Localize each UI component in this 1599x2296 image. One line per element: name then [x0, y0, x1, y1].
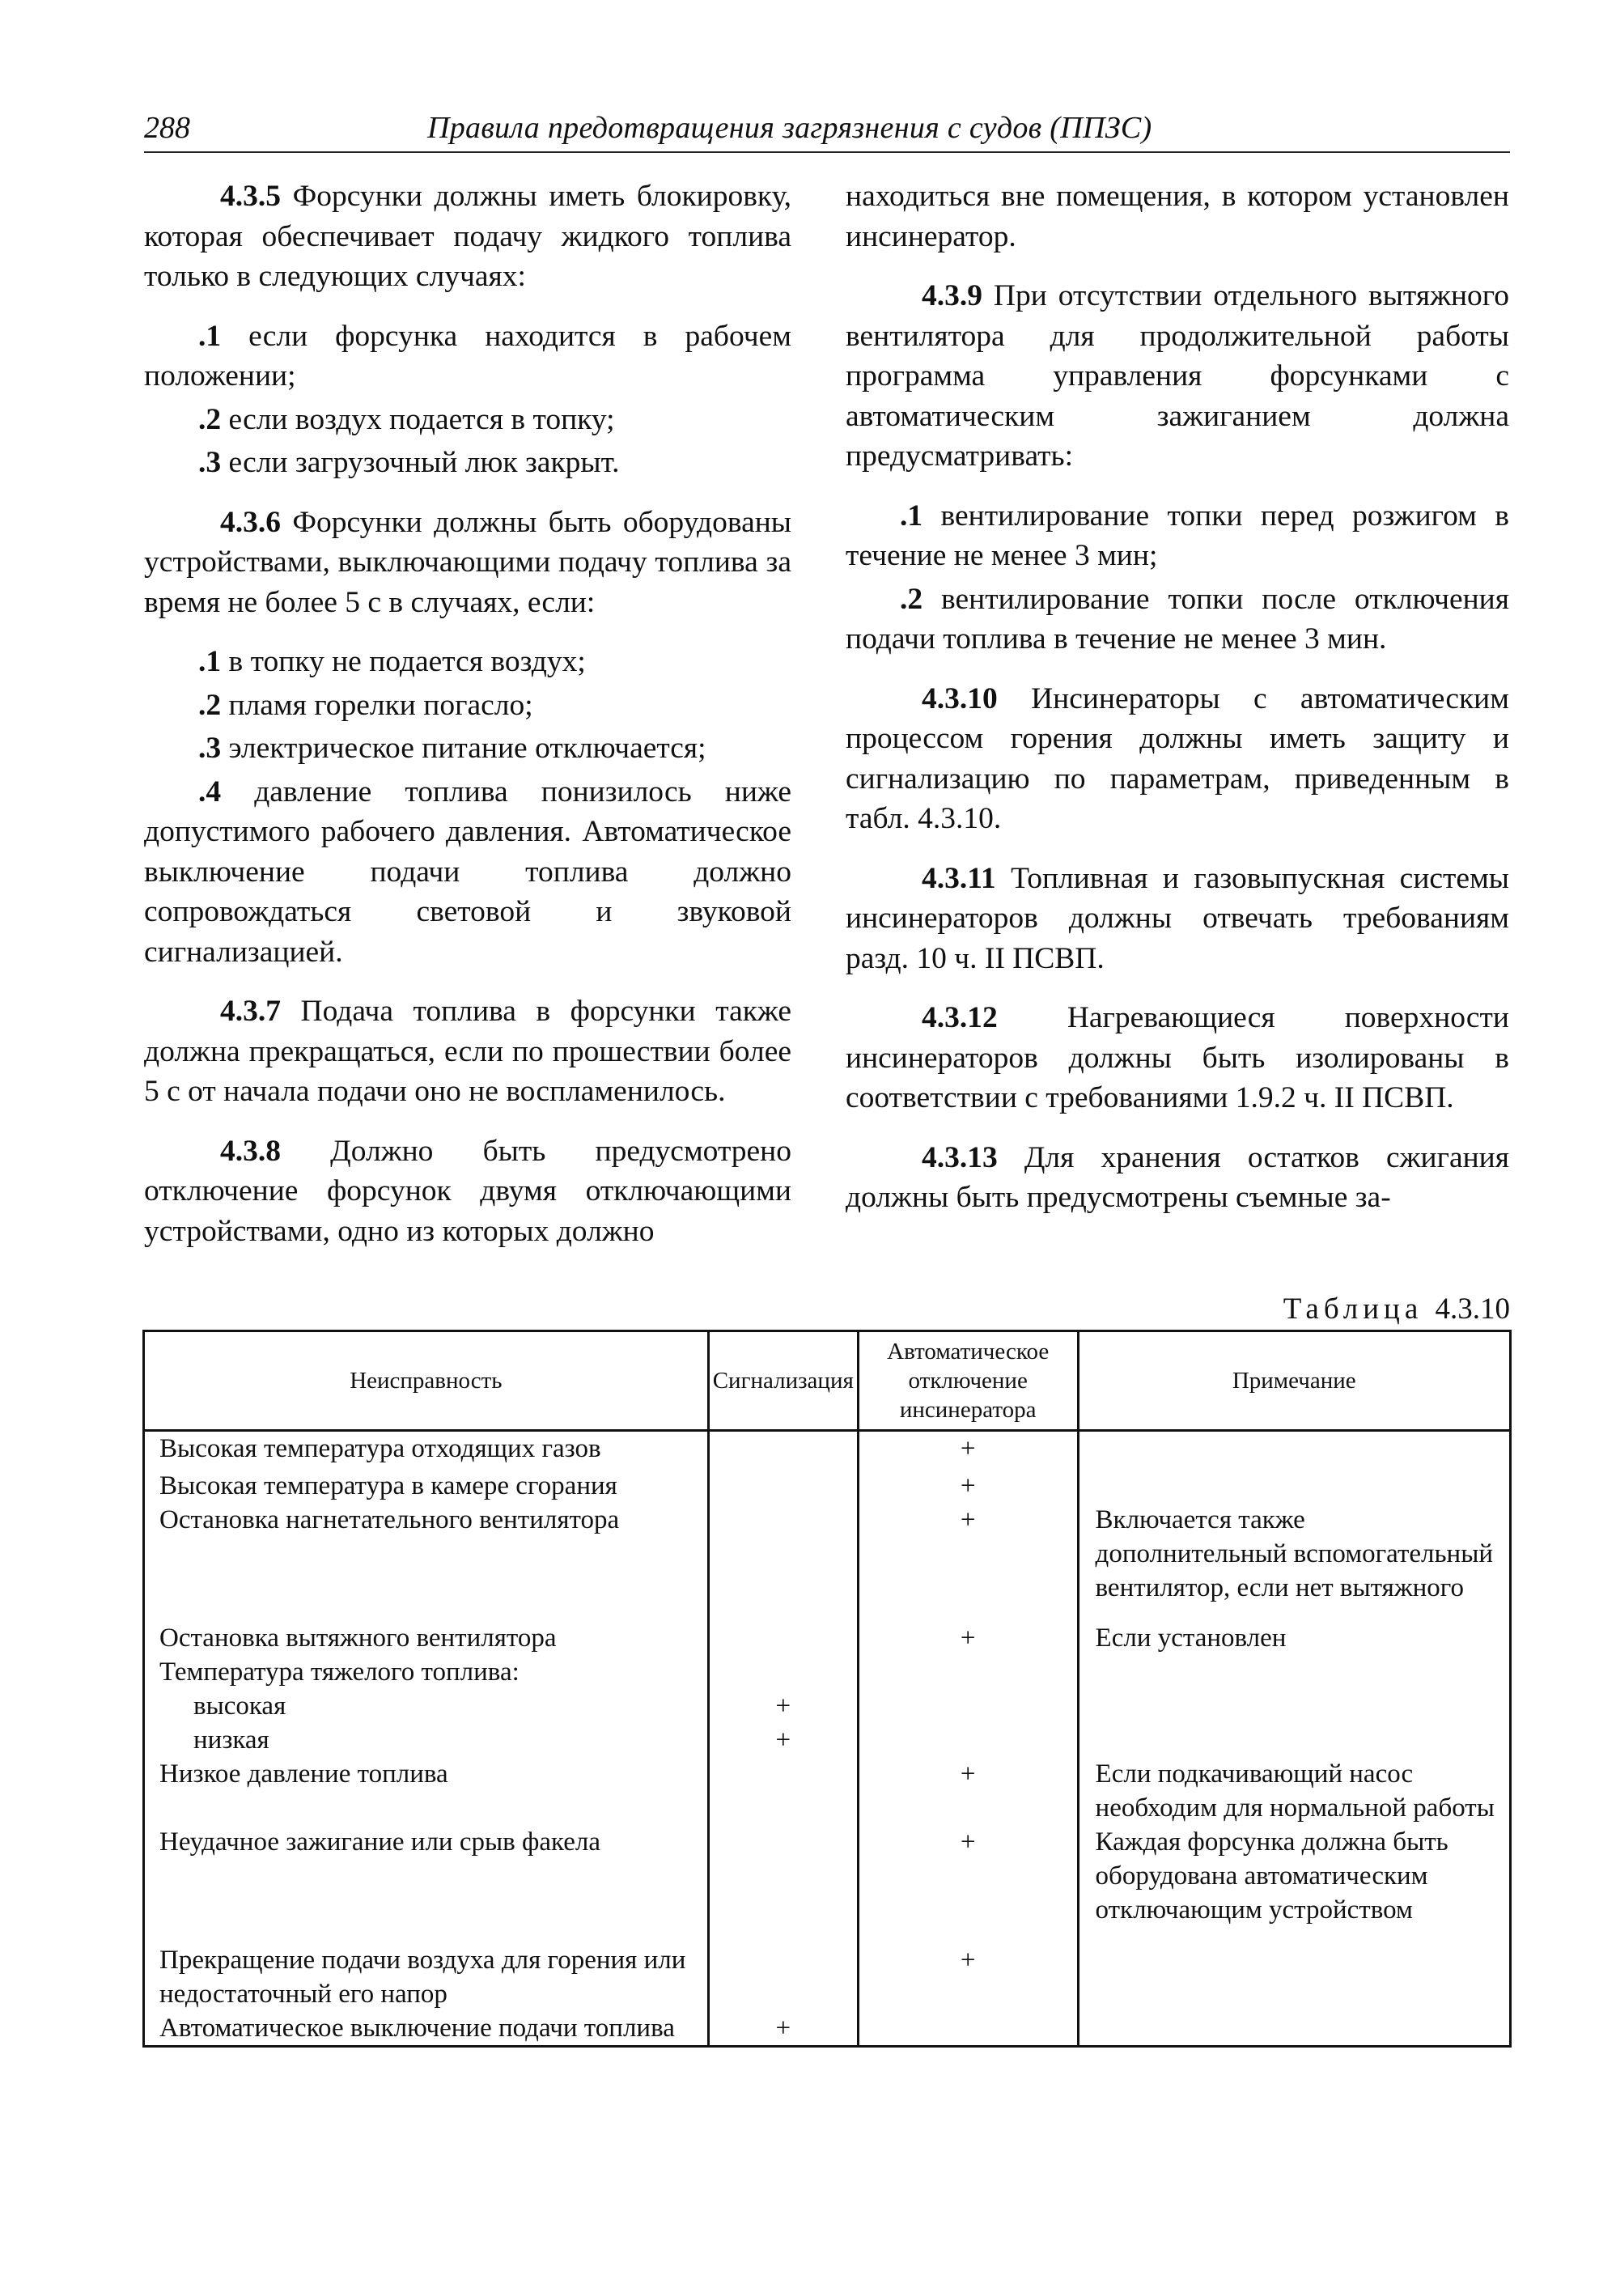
cell-signal [708, 1943, 858, 2011]
cell-auto-off: + [858, 1825, 1078, 1943]
paragraph-4-3-10 [846, 679, 1509, 839]
cell-note: Если подкачивающий насос необходим для нормальной работы [1078, 1757, 1510, 1825]
cell-auto-off: + [858, 1503, 1078, 1621]
cell-auto-off: + [858, 1943, 1078, 2011]
list-item [144, 772, 791, 973]
item-number: .1 [198, 319, 222, 353]
header-fault: Неисправность [144, 1331, 709, 1431]
faults-table [142, 1330, 1512, 2048]
cell-signal [708, 1757, 858, 1825]
cell-fault: Низкое давление топлива [144, 1757, 709, 1825]
clause-text: Форсунки должны быть оборудованы устройствами, выключающими подачу топлива за время не более 5 с в случаях, если: [144, 505, 791, 619]
clause-text: Топливная и газовыпускная системы инсинераторов должны отвечать требованиям разд. 10 ч. II ПСВП. [846, 861, 1509, 975]
page-number: 288 [144, 111, 190, 145]
paragraph-4-3-12 [846, 998, 1509, 1118]
page-header [144, 109, 1510, 153]
cell-note [1078, 1655, 1510, 1689]
item-number: .1 [900, 499, 923, 533]
paragraph-4-3-7 [144, 991, 791, 1112]
cell-note [1078, 1431, 1510, 1470]
cell-signal [708, 1621, 858, 1655]
cell-fault: Высокая температура отходящих газов [144, 1431, 709, 1470]
paragraph-4-3-9 [846, 276, 1509, 477]
item-number: .3 [198, 732, 222, 765]
item-number: .2 [900, 582, 923, 616]
item-number: .4 [198, 775, 222, 808]
list-item [144, 728, 791, 769]
table-row [144, 1689, 1511, 1723]
cell-fault: высокая [144, 1689, 709, 1723]
paragraph-4-3-6 [144, 503, 791, 623]
cell-fault: низкая [144, 1723, 709, 1757]
cell-note: Если установлен [1078, 1621, 1510, 1655]
cell-signal [708, 1431, 858, 1470]
table-row [144, 1621, 1511, 1655]
item-text: вентилирование топки после отключения подачи топлива в течение не менее 3 мин. [846, 582, 1509, 656]
cell-auto-off [858, 2011, 1078, 2047]
cell-auto-off [858, 1723, 1078, 1757]
table-row [144, 1503, 1511, 1621]
clause-text: Инсинераторы с автоматическим процессом горения должны иметь защиту и сигнализацию по параметрам, приведенным в табл. 4.3.10. [846, 681, 1509, 835]
paragraph-4-3-5 [144, 176, 791, 297]
cell-fault: Автоматическое выключение подачи топлива [144, 2011, 709, 2047]
table-row [144, 2011, 1511, 2047]
cell-note [1078, 1723, 1510, 1757]
item-number: .3 [198, 446, 222, 479]
table-row [144, 1757, 1511, 1825]
cell-note: Каждая форсунка должна быть оборудована автоматическим отключающим устройством [1078, 1825, 1510, 1943]
cell-note [1078, 1469, 1510, 1503]
cell-fault: Температура тяжелого топлива: [144, 1655, 709, 1689]
clause-number: 4.3.13 [922, 1140, 998, 1174]
cell-auto-off [858, 1689, 1078, 1723]
cell-signal [708, 1655, 858, 1689]
table-row [144, 1469, 1511, 1503]
header-signal: Сигнализация [708, 1331, 858, 1431]
cell-note: Включается также дополнительный вспомогательный вентилятор, если нет вытяжного [1078, 1503, 1510, 1621]
cell-fault: Высокая температура в камере сгорания [144, 1469, 709, 1503]
clause-text: Форсунки должны иметь блокировку, которая обеспечивает подачу жидкого топлива только в следующих случаях: [144, 180, 791, 293]
right-column [846, 176, 1509, 1237]
cell-fault: Прекращение подачи воздуха для горения или недостаточный его напор [144, 1943, 709, 2011]
paragraph-4-3-8-continued: находиться вне помещения, в котором установлен инсинератор. [846, 180, 1509, 253]
cell-note [1078, 1943, 1510, 2011]
table-row [144, 1655, 1511, 1689]
cell-signal: + [708, 1689, 858, 1723]
cell-auto-off: + [858, 1757, 1078, 1825]
table-caption-word: Таблица [1283, 1292, 1423, 1326]
item-number: .2 [198, 688, 222, 722]
table-row [144, 1825, 1511, 1943]
cell-note [1078, 2011, 1510, 2047]
cell-signal [708, 1469, 858, 1503]
clause-text: Нагревающиеся поверхности инсинераторов должны быть изолированы в соответствии с требованиями 1.9.2 ч. II ПСВП. [846, 1001, 1509, 1114]
item-text: вентилирование топки перед розжигом в течение не менее 3 мин; [846, 499, 1509, 572]
paragraph-4-3-11 [846, 859, 1509, 979]
clause-number: 4.3.8 [220, 1134, 281, 1168]
item-text: пламя горелки погасло; [221, 688, 533, 722]
cell-signal [708, 1825, 858, 1943]
running-title: Правила предотвращения загрязнения с судов (ППЗС) [427, 111, 1152, 145]
cell-auto-off: + [858, 1621, 1078, 1655]
table-row [144, 1943, 1511, 2011]
cell-signal [708, 1503, 858, 1621]
table-caption-number: 4.3.10 [1435, 1292, 1510, 1326]
table-header-row [144, 1331, 1511, 1431]
clause-text: Должно быть предусмотрено отключение форсунок двумя отключающими устройствами, одно из которых должно [144, 1134, 791, 1248]
cell-fault: Остановка нагнетательного вентилятора [144, 1503, 709, 1621]
list-item [846, 496, 1509, 576]
list-item [846, 579, 1509, 660]
clause-number: 4.3.9 [922, 279, 982, 312]
list-item [144, 685, 791, 726]
table-row [144, 1723, 1511, 1757]
cell-fault: Неудачное зажигание или срыв факела [144, 1825, 709, 1943]
cell-auto-off: + [858, 1431, 1078, 1470]
cell-auto-off [858, 1655, 1078, 1689]
cell-note [1078, 1689, 1510, 1723]
paragraph-4-3-13 [846, 1138, 1509, 1218]
item-number: .2 [198, 402, 222, 436]
clause-number: 4.3.6 [220, 505, 281, 539]
clause-number: 4.3.12 [922, 1001, 998, 1034]
list-item [144, 316, 791, 397]
clause-text: Для хранения остатков сжигания должны быть предусмотрены съемные за- [846, 1140, 1509, 1214]
paragraph-4-3-8 [144, 1131, 791, 1252]
left-column [144, 176, 791, 1271]
table-caption [1283, 1292, 1510, 1327]
table-row [144, 1431, 1511, 1470]
cell-signal: + [708, 1723, 858, 1757]
clause-text: Подача топлива в форсунки также должна прекращаться, если по прошествии более 5 с от начала подачи оно не воспламенилось. [144, 995, 791, 1108]
table-body [144, 1431, 1511, 2047]
clause-text: При отсутствии отдельного вытяжного вентилятора для продолжительной работы программа управления форсунками с автоматическим зажиганием должна предусматривать: [846, 279, 1509, 473]
item-text: электрическое питание отключается; [221, 732, 706, 765]
clause-number: 4.3.10 [922, 681, 998, 715]
header-auto-off: Автоматическое отключение инсинератора [858, 1331, 1078, 1431]
item-text: давление топлива понизилось ниже допустимого рабочего давления. Автоматическое выключение подачи топлива должно сопровождаться световой и звуковой сигнализацией. [144, 775, 791, 969]
list-item [144, 443, 791, 483]
header-note: Примечание [1078, 1331, 1510, 1431]
item-text: в топку не подается воздух; [221, 645, 586, 678]
cell-auto-off: + [858, 1469, 1078, 1503]
clause-number: 4.3.5 [220, 180, 281, 213]
cell-signal: + [708, 2011, 858, 2047]
item-number: .1 [198, 645, 222, 678]
list-item [144, 642, 791, 682]
item-text: если форсунка находится в рабочем положении; [144, 319, 791, 393]
cell-fault: Остановка вытяжного вентилятора [144, 1621, 709, 1655]
clause-number: 4.3.11 [922, 861, 996, 895]
item-text: если загрузочный люк закрыт. [221, 446, 620, 479]
list-item [144, 400, 791, 440]
item-text: если воздух подается в топку; [221, 402, 615, 436]
clause-number: 4.3.7 [220, 995, 281, 1028]
